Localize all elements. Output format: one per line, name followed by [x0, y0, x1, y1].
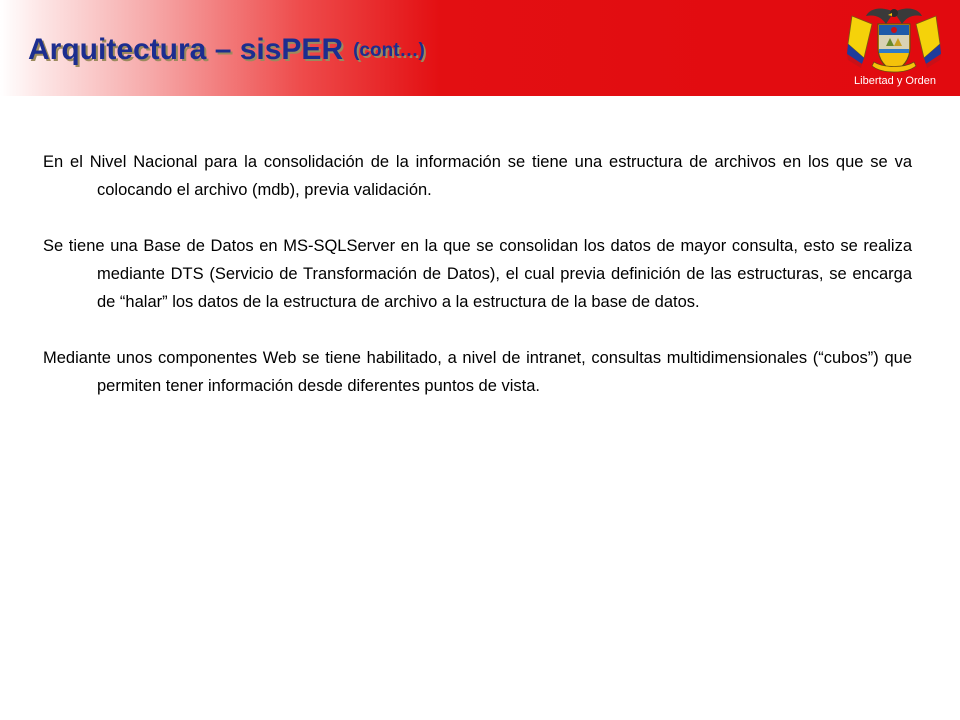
slide-body	[43, 148, 912, 428]
slide-title-suffix: (cont…)	[353, 40, 425, 61]
body-paragraph: Mediante unos componentes Web se tiene habilitado, a nivel de intranet, consultas multidimensionales (“cubos”) que permiten tener información desde diferentes puntos de vista.	[43, 349, 912, 395]
slide-title-main: Arquitectura – sisPER	[28, 33, 344, 66]
body-paragraph: Se tiene una Base de Datos en MS-SQLServer en la que se consolidan los datos de mayor consulta, esto se realiza mediante DTS (Servicio de Transformación de Datos), el cual previa definición de las estructuras, se encarga de “halar” los datos de la estructura de archivo a la estructura de la base de datos.	[43, 237, 912, 311]
body-paragraph: En el Nivel Nacional para la consolidación de la información se tiene una estructura de archivos en los que se va colocando el archivo (mdb), previa validación.	[43, 153, 912, 199]
emblem-motto: Libertad y Orden	[854, 75, 936, 87]
slide-title	[28, 28, 425, 76]
